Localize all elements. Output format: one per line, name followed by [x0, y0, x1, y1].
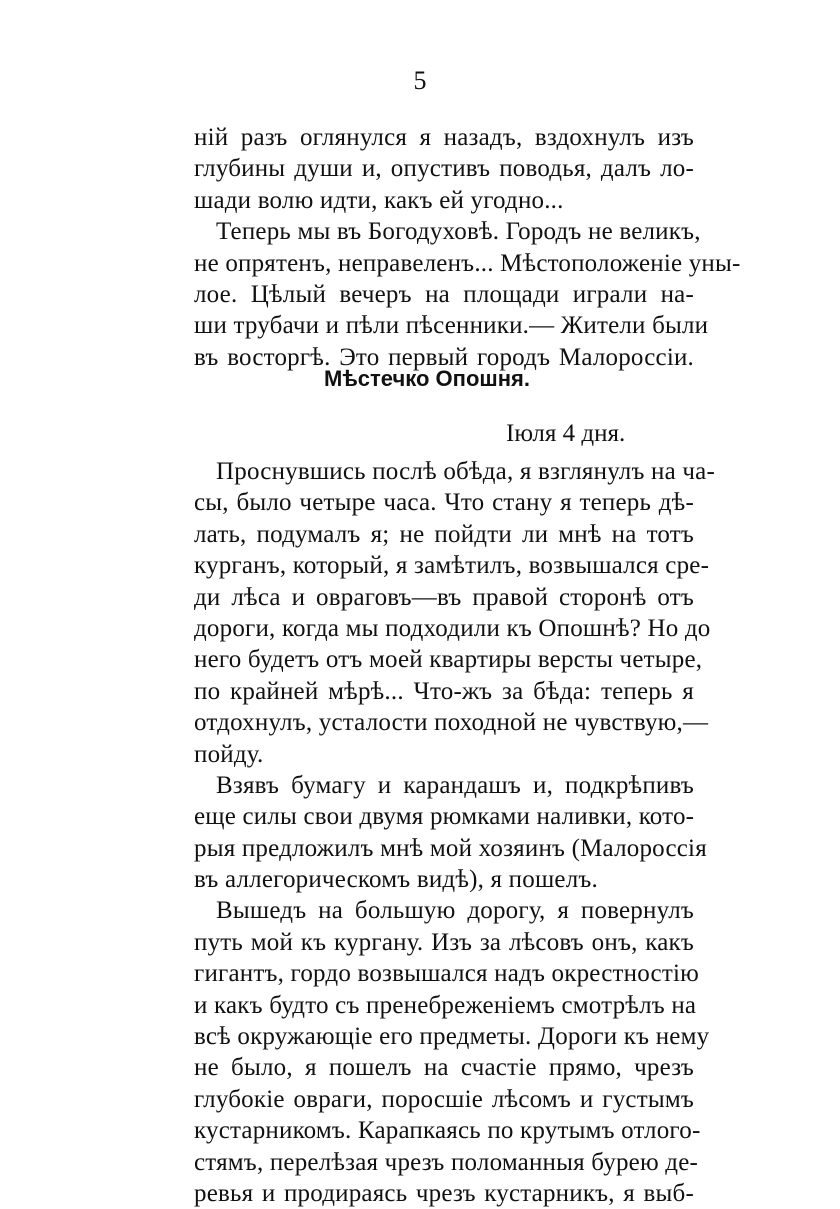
text-line: гигантъ, гордо возвышался надъ окрестностію [194, 960, 699, 988]
text-line: него будетъ отъ моей квартиры версты четыре, [194, 646, 703, 674]
text-line: въ аллегорическомъ видѣ), я пошелъ. [194, 866, 598, 894]
text-line: ди лѣса и овраговъ—въ правой сторонѣ отъ [194, 583, 694, 611]
text-line: ревья и продираясь чрезъ кустарникъ, я выб- [194, 1179, 694, 1207]
text-line: глубины души и, опустивъ поводья, далъ ло- [194, 155, 694, 183]
text-line: Проснувшись послѣ обѣда, я взглянулъ на ча- [216, 458, 715, 485]
text-line: не опрятенъ, неправеленъ... Мѣстоположеніе уны- [194, 249, 741, 277]
text-line: всѣ окружающіе его предметы. Дороги къ нему [194, 1023, 710, 1051]
text-line: шади волю идти, какъ ей угодно... [194, 186, 564, 214]
text-line: стямъ, перелѣзая чрезъ поломанныя бурею де- [194, 1148, 699, 1176]
text-line: лать, подумалъ я; не пойдти ли мнѣ на тотъ [194, 520, 694, 548]
text-line: ши трубачи и пѣли пѣсенники.— Жители были [194, 312, 709, 340]
text-line: отдохнулъ, усталости походной не чувствую,— [194, 709, 709, 737]
text-line: Теперь мы въ Богодуховѣ. Городъ не великъ, [216, 218, 701, 246]
text-line: не было, я пошелъ на счастіе прямо, чрезъ [194, 1054, 694, 1082]
text-line: по крайней мѣрѣ... Что-жъ за бѣда: теперь я [194, 677, 694, 705]
text-line: дороги, когда мы подходили къ Опошнѣ? Но до [194, 614, 711, 642]
dateline: Іюля 4 дня. [506, 420, 626, 447]
page-number: 5 [413, 66, 427, 95]
text-line: рыя предложилъ мнѣ мой хозяинъ (Малороссія [194, 834, 707, 862]
text-line: ній разъ оглянулся я назадъ, вздохнулъ изъ [194, 124, 694, 151]
text-line: пойду. [194, 740, 264, 768]
text-line: сы, было четыре часа. Что стану я теперь дѣ- [194, 489, 694, 517]
text-line: кустарникомъ. Карапкаясь по крутымъ отлого- [194, 1117, 701, 1145]
text-line: въ восторгѣ. Это первый городъ Малороссіи. [194, 343, 694, 371]
text-line: путь мой къ кургану. Изъ за лѣсовъ онъ, какъ [194, 928, 694, 956]
text-line: курганъ, который, я замѣтилъ, возвышался сре- [194, 552, 710, 580]
text-line: глубокіе овраги, поросшіе лѣсомъ и густымъ [194, 1085, 694, 1113]
text-block-bogodukhov [194, 122, 741, 373]
text-line: и какъ будто съ пренебреженіемъ смотрѣлъ на [194, 991, 697, 1019]
text-line: Взявъ бумагу и карандашъ и, подкрѣпивъ [216, 771, 694, 799]
text-block-oposhnya [194, 456, 715, 1209]
text-line: еще силы свои двумя рюмками наливки, кото- [194, 803, 695, 831]
text-line: лое. Цѣлый вечеръ на площади играли на- [194, 280, 694, 308]
text-line: Вышедъ на большую дорогу, я повернулъ [216, 897, 694, 925]
section-heading: Мѣстечко Опошня. [324, 366, 530, 391]
